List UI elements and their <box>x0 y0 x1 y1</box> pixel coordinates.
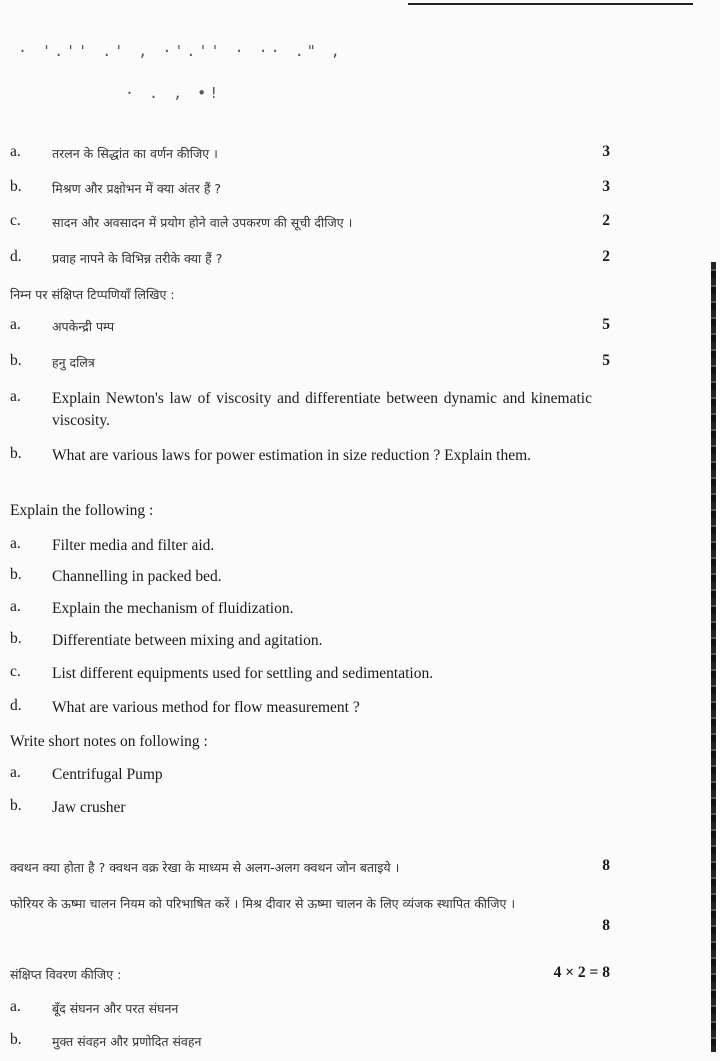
item-marks: 3 <box>602 143 610 160</box>
item-text: What are various method for flow measurement ? <box>52 699 360 716</box>
item-label: a. <box>10 316 21 333</box>
item-text: मुक्त संवहन और प्रणोदित संवहन <box>52 1034 202 1049</box>
item-text: What are various laws for power estimation in size reduction ? Explain them. <box>52 447 532 464</box>
item-text: फोरियर के ऊष्मा चालन नियम को परिभाषित करें । मिश्र दीवार से ऊष्मा चालन के लिए व्यंजक स्थापित कीजिए । <box>10 896 516 911</box>
item-marks: 3 <box>602 178 610 195</box>
item-label: a. <box>10 764 21 781</box>
item-label: a. <box>10 388 21 405</box>
item-text: Explain the mechanism of fluidization. <box>52 600 294 617</box>
item-marks: 8 <box>602 917 610 934</box>
item-label: b. <box>10 445 22 462</box>
item-label: a. <box>10 598 21 615</box>
item-label: d. <box>10 248 22 265</box>
item-text: प्रवाह नापने के विभिन्न तरीके क्या हैं ? <box>52 251 223 266</box>
item-text: Explain the following : <box>10 502 154 519</box>
item-text: Explain Newton's law of viscosity and differentiate between dynamic and kinematic viscosity. <box>52 390 592 429</box>
item-label: a. <box>10 535 21 552</box>
item-label: b. <box>10 566 22 583</box>
item-label: d. <box>10 697 22 714</box>
item-text: Channelling in packed bed. <box>52 568 222 585</box>
item-label: b. <box>10 1031 22 1048</box>
item-marks: 8 <box>602 857 610 874</box>
item-text: संक्षिप्त विवरण कीजिए : <box>10 967 122 982</box>
item-label: a. <box>10 143 21 160</box>
item-text: Differentiate between mixing and agitation. <box>52 632 323 649</box>
item-text: तरलन के सिद्धांत का वर्णन कीजिए । <box>52 146 218 161</box>
item-text: अपकेन्द्री पम्प <box>52 319 115 334</box>
item-label: b. <box>10 178 22 195</box>
item-marks: 4 × 2 = 8 <box>553 964 610 981</box>
item-text: हनु दलित्र <box>52 355 95 370</box>
item-text: निम्न पर संक्षिप्त टिप्पणियाँ लिखिए : <box>10 287 175 302</box>
item-text: क्वथन क्या होता है ? क्वथन वक्र रेखा के माध्यम से अलग-अलग क्वथन जोन बताइये । <box>10 860 400 875</box>
item-label: c. <box>10 212 21 229</box>
item-text: बूँद संघनन और परत संघनन <box>52 1001 179 1016</box>
item-marks: 5 <box>602 352 610 369</box>
item-text: सादन और अवसादन में प्रयोग होने वाले उपकरण की सूची दीजिए । <box>52 215 353 230</box>
item-label: c. <box>10 663 21 680</box>
item-label: b. <box>10 352 22 369</box>
item-text: Centrifugal Pump <box>52 766 163 783</box>
item-text: Jaw crusher <box>52 799 126 816</box>
item-marks: 2 <box>602 212 610 229</box>
page-binding-edge <box>711 262 716 1052</box>
item-marks: 2 <box>602 248 610 265</box>
item-marks: 5 <box>602 316 610 333</box>
faded-header-line-2: · . , •! <box>125 84 222 102</box>
item-label: a. <box>10 998 21 1015</box>
item-label: b. <box>10 630 22 647</box>
top-rule <box>408 3 693 5</box>
item-label: b. <box>10 797 22 814</box>
item-text: List different equipments used for settling and sedimentation. <box>52 665 434 682</box>
item-text: Filter media and filter aid. <box>52 537 215 554</box>
item-text: मिश्रण और प्रक्षोभन में क्या अंतर हैं ? <box>52 181 222 196</box>
faded-header-line-1: · '.'' .' , ·'.'' · ·· ." , <box>18 42 343 60</box>
item-text: Write short notes on following : <box>10 733 208 750</box>
